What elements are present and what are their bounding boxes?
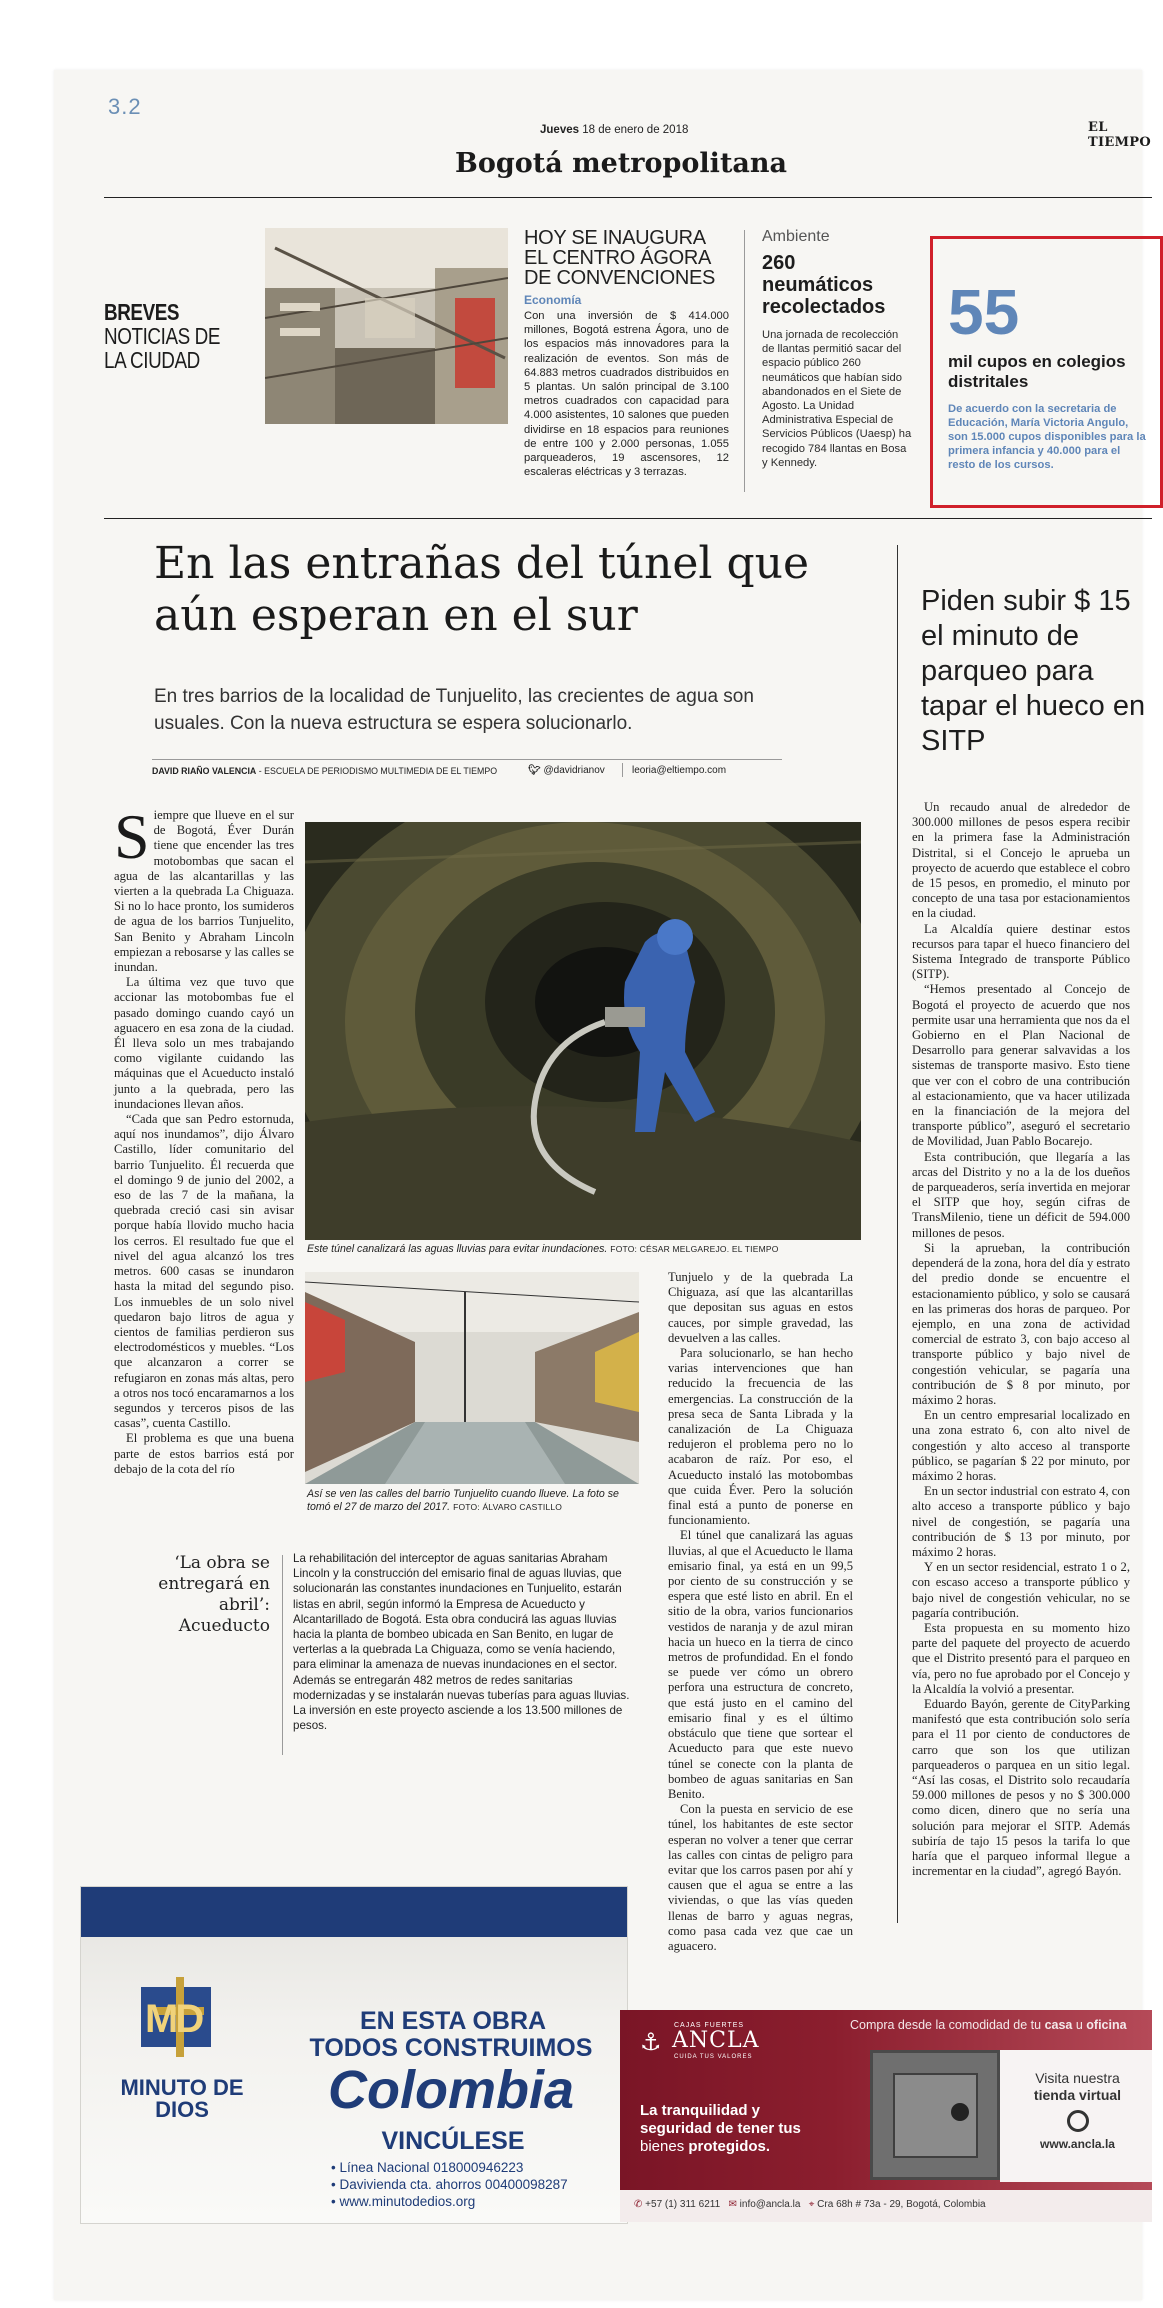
side-paragraph: Si la aprueban, la contribución dependerá de la zona, hora del día y estrato del predio donde se encuentre el estacionamiento público, y solo se causará en las primeras dos horas de parqueo. Por ejemplo, en una zona de actividad comercial de estrato 3, con bajo acceso al transporte público y bajo nivel de congestión vehicular, se pagaría una contribución de $ 8 por minuto, por máximo 2 horas. xyxy=(912,1240,1130,1407)
ambiente-headline: 260 neumáticos recolectados xyxy=(762,252,886,318)
ancla-visit xyxy=(1010,2070,1145,2153)
ambiente-tag: Ambiente xyxy=(762,228,830,245)
masthead: EL TIEMPO xyxy=(1088,120,1151,150)
tunnel-photo-image xyxy=(305,822,861,1240)
byline-affiliation: - ESCUELA DE PERIODISMO MULTIMEDIA DE EL TIEMPO xyxy=(256,766,498,776)
md-logo-letters: MD xyxy=(145,1997,202,2041)
side-paragraph: Y en un sector residencial, estrato 1 o 2, con escaso acceso a transporte público y bajo nivel de congestión vehicular, no se pagaría contribución. xyxy=(912,1560,1130,1620)
ancla-brand: ANCLA xyxy=(672,2028,760,2053)
location-icon: ⌖ xyxy=(808,2199,815,2210)
page-date xyxy=(540,124,688,136)
ancla-web[interactable]: www.ancla.la xyxy=(1040,2137,1115,2151)
cupos-headline: mil cupos en colegios distritales xyxy=(948,352,1126,391)
street-photo xyxy=(305,1272,639,1484)
ad-left-line1: EN ESTA OBRA xyxy=(359,2007,547,2035)
ancla-tag-line3: bienes protegidos. xyxy=(640,2138,771,2155)
col3-paragraph: Para solucionarlo, se han hecho varias intervenciones que han reducido la frecuencia de las emergencias. La construcción de la presa seca de Santa Librada y la canalización de La Chiguaza redujeron el problema pero no lo acabaron de raíz. Por eso, el Acueducto instaló las motobombas que cuida Éver. Pero la solución final está a punto de ponerse en funcionamiento. xyxy=(668,1346,853,1528)
cupos-text: De acuerdo con la secretaria de Educación, María Victoria Angulo, son 15.000 cupos disponibles para la primera infancia y 40.000 para el resto de los cursos. xyxy=(948,403,1146,471)
ancla-headline-pre: Compra desde la comodidad de tu xyxy=(850,2018,1045,2032)
tunnel-photo xyxy=(305,822,861,1240)
ad-left-bullets xyxy=(331,2159,568,2210)
side-paragraph: En un centro empresarial localizado en una zona estrato 6, con alto nivel de congestión y alto acceso al transporte público, se pagarían $ 22 por minuto, por máximo 2 horas. xyxy=(912,1408,1130,1483)
date-weekday: Jueves xyxy=(540,124,580,136)
col1-paragraph: El problema es que una buena parte de estos barrios está por debajo de la cota del río xyxy=(114,1431,294,1476)
side-paragraph: La Alcaldía quiere destinar estos recursos para tapar el hueco financiero del Sistema Integrado de transporte Público (SITP). xyxy=(912,921,1130,982)
md-logo xyxy=(131,1977,231,2057)
safe-image xyxy=(870,2050,1000,2180)
side-story-rule xyxy=(897,545,898,1923)
page-number: 3.2 xyxy=(108,94,142,119)
ad-left-bullet[interactable]: • www.minutodedios.org xyxy=(331,2194,476,2209)
byline-rule xyxy=(152,759,782,760)
side-paragraph: Eduardo Bayón, gerente de CityParking manifestó que esta contribución solo sería para el 11 por ciento de conductores de carro que son los que utilizan parqueaderos o parquea en un sitio legal. “Así las cosas, el Distrito solo recaudaría 59.000 millones de pesos y no $ 300.000 como dicen, dinero que no sería una solución para mejorar el SITP. Además subiría de tajo 15 pesos la tarifa lo que haría que el parqueo informal llegue a incrementar en la ciudad”, agregó Bayón. xyxy=(912,1696,1130,1879)
ad-minuto-de-dios[interactable] xyxy=(80,1886,628,2224)
street-caption-text: Así se ven las calles del barrio Tunjuelito cuando llueve. La foto se tomó el 27 de marzo del 2017. xyxy=(307,1488,619,1513)
agora-photo-image xyxy=(265,228,508,424)
ad-left-bullet: • Davivienda cta. ahorros 00400098287 xyxy=(331,2177,568,2192)
col3-paragraph: Con la puesta en servicio de ese túnel, los habitantes de este sector esperan no volver a tener que cerrar las calles con cintas de peligro para evitar que los carros pasen por ahí y causen que el agua se entre a las viviendas, o que las vías queden llenas de barro y aguas negras, como pasa cada vez que cae un aguacero. xyxy=(668,1802,853,1953)
briefs-bottom-rule xyxy=(104,518,1152,519)
street-photo-image xyxy=(305,1272,639,1484)
agora-photo xyxy=(265,228,508,424)
cupos-brief xyxy=(948,276,1148,472)
section-title: Bogotá metropolitana xyxy=(455,148,788,179)
ancla-brand-top: CAJAS FUERTES xyxy=(674,2022,745,2029)
twitter-handle[interactable]: @davidrianov xyxy=(543,765,605,776)
ad-left-cta[interactable]: VINCÚLESE xyxy=(381,2127,525,2155)
briefs-label-bold: BREVES xyxy=(104,299,180,325)
agora-headline: HOY SE INAUGURA EL CENTRO ÁGORA DE CONVENCIONES xyxy=(524,227,716,289)
dropcap: S xyxy=(114,801,150,872)
tunnel-caption-text: Este túnel canalizará las aguas lluvias para evitar inundaciones. xyxy=(307,1243,608,1255)
ancla-headline-b2: oficina xyxy=(1086,2018,1127,2032)
briefs-label-light: NOTICIAS DE LA CIUDAD xyxy=(104,323,221,373)
side-paragraph: Esta propuesta en su momento hizo parte del paquete del proyecto de acuerdo que el Distrito presentó para el parqueo en vía, pero no fue aprobado por el Concejo y la Alcaldía la volvió a presentar. xyxy=(912,1620,1130,1696)
phone-icon: ✆ xyxy=(634,2199,643,2210)
col1-paragraph: La última vez que tuvo que accionar las motobombas fue el pasado domingo cuando cayó un aguacero en esa zona de la ciudad. Él lleva solo un mes trabajando como vigilante cuidando las máquinas que el Acueducto instaló junto a la quebrada, pero las inundaciones llevan años. xyxy=(114,975,294,1111)
briefs-top-rule xyxy=(104,197,1152,198)
acueducto-box-text: La rehabilitación del interceptor de aguas sanitarias Abraham Lincoln y la construcción del emisario final de aguas lluvias, que solucionarán las constantes inundaciones en Tunjuelito, estarán listas en abril, según informó la Empresa de Acueducto y Alcantarillado de Bogotá. Esta obra conducirá las aguas lluvias hacia la planta de bombeo ubicada en San Benito, en lugar de verterlas a la quebrada La Chiguaza, como se venía haciendo, para eliminar la amenaza de nuevas inundaciones en el sector. Además se entregarán 482 metros de redes sanitarias modernizadas y se instalarán nuevas tuberías para aguas lluvias. La inversión en este proyecto asciende a los 13.500 millones de pesos. xyxy=(293,1552,630,1733)
col1-paragraph: “Cada que san Pedro estornuda, aquí nos inundamos”, dijo Álvaro Castillo, líder comunitario del barrio Tunjuelito. Él recuerda que el domingo 9 de junio del 2002, a eso de las 7 de la mañana, la quebrada creció casi sin avisar porque había llovido mucho hacia los cerros. El resultado fue que el nivel del agua alcanzó los tres metros. 600 casas se inundaron hasta la mitad del segundo piso. Los inmuebles de un solo nivel quedaron bajo litros de agua y cientos de familias perdieron sus electrodomésticos y muebles. “Los que alcanzaron a correr se refugiaron en zonas más altas, pero a otros nos tocó encaramarnos a los segundos y terceros pisos de las casas”, cuenta Castillo. xyxy=(114,1112,294,1431)
ancla-tag-line2: seguridad de tener tus xyxy=(640,2120,801,2137)
ancla-headline-b1: casa xyxy=(1044,2018,1073,2032)
ancla-mail[interactable]: info@ancla.la xyxy=(739,2199,801,2210)
ancla-visit-line2: tienda virtual xyxy=(1033,2087,1122,2103)
cupos-number: 55 xyxy=(948,276,1020,348)
mail-icon: ✉ xyxy=(728,2199,737,2210)
byline-twitter xyxy=(528,765,605,776)
ancla-phone[interactable]: +57 (1) 311 6211 xyxy=(645,2199,721,2210)
byline-divider xyxy=(622,763,623,777)
ad-top-band xyxy=(81,1887,628,1937)
main-story-col1 xyxy=(114,801,294,1477)
tunnel-caption-credit: FOTO: CÉSAR MELGAREJO. EL TIEMPO xyxy=(610,1244,779,1254)
ambiente-text: Una jornada de recolección de llantas permitió sacar del espacio público 260 neumáticos que habían sido abandonados en el Siete de Agosto. La Unidad Administrativa Especial de Servicios Públicos (Uaesp) ha recogido 784 llantas en Bosa y Kennedy. xyxy=(762,329,912,469)
side-paragraph: Esta contribución, que llegaría a las arcas del Distrito y no a la de los dueños de parqueaderos, sería invertida en mejorar el SITP que hoy, según cifras de TransMilenio, tiene un déficit de 594.000 millones de pesos. xyxy=(912,1149,1130,1240)
ancla-headline-mid: u xyxy=(1072,2018,1087,2032)
agora-brief xyxy=(524,228,729,479)
main-story-dek: En tres barrios de la localidad de Tunjuelito, las crecientes de agua son usuales. Con la nueva estructura se espera solucionarlo. xyxy=(154,686,754,734)
ad-left-bullet: • Línea Nacional 018000946223 xyxy=(331,2160,524,2175)
agora-text: Con una inversión de $ 414.000 millones, Bogotá estrena Ágora, uno de los espacios más innovadores para la realización de eventos. Son más de 64.883 metros cuadrados distribuidos en 5 plantas. Un salón principal de 3.100 metros cuadrados con capacidad para 4.000 asistentes, 10 salones que pueden dividirse en 18 espacios para reuniones de entre 100 y 2.000 personas, 1.055 parqueaderos, 19 ascensores, 12 escaleras eléctricas y 3 terrazas. xyxy=(524,310,729,479)
ad-left-big: Colombia xyxy=(327,2060,574,2120)
side-story-body xyxy=(912,800,1130,1879)
side-paragraph: “Hemos presentado al Concejo de Bogotá el proyecto de acuerdo que nos permite usar una herramienta que nos da el Gobierno en el Plan Nacional de Desarrollo para generar salvavidas a los sistemas de transporte masivo. Esto tiene que ver con el cobro de una contribución al estacionamiento, que va hacer utilizada en la financiación de la mejora del transporte público”, aseguró el secretario de Movilidad, Juan Pablo Bocarejo. xyxy=(912,982,1130,1149)
ancla-tagline xyxy=(640,2102,801,2156)
ancla-headline xyxy=(850,2018,1127,2032)
pull-quote: ‘La obra se entregará en abril’: Acueducto xyxy=(158,1553,270,1636)
side-paragraph: En un sector industrial con estrato 4, con alto acceso a transporte público y bajo nivel de congestión, se pagaría una contribución de $ 13 por minuto, por máximo 2 horas. xyxy=(912,1484,1130,1559)
main-story-title: En las entrañas del túnel que aún esperan en el sur xyxy=(154,538,810,641)
col1-paragraph: iempre que llueve en el sur de Bogotá, Éver Durán tiene que encender las tres motobombas que sacan el agua de las alcantarillas y las vierten a la quebrada La Chiguaza. Si no lo hace pronto, los sumideros de agua de los barrios Tunjuelito, San Benito y Abraham Lincoln empiezan a rebosarse y las calles se inundan. xyxy=(114,808,294,975)
street-photo-caption xyxy=(307,1488,641,1514)
twitter-icon: 🐦︎ xyxy=(528,765,541,776)
col3-paragraph: El túnel que canalizará las aguas lluvias, al que el Acueducto le llama emisario final, ya está en un 99,5 por ciento de su construcción y se espera que esté listo en abril. En el sitio de la obra, varios funcionarios vestidos de naranja y de azul miran hacia un hueco en la tierra de cinco metros de profundidad. En el fondo se puede ver cómo un obrero perfora una estructura de concreto, que está justo en el camino del emisario final y es el último obstáculo que tiene que sortear el Acueducto para que este nuevo túnel se conecte con la planta de bombeo de aguas sanitarias en San Benito. xyxy=(668,1528,853,1801)
main-story-col3 xyxy=(668,1270,853,1954)
ad-left-line2: TODOS CONSTRUIMOS xyxy=(309,2034,593,2062)
anchor-icon: ⚓ xyxy=(640,2028,662,2056)
ancla-visit-line1: Visita nuestra xyxy=(1035,2070,1120,2086)
briefs-divider-1 xyxy=(744,230,745,492)
col3-paragraph: Tunjuelo y de la quebrada La Chiguaza, así que las alcantarillas que depositan sus aguas en estos cauces, por simple gravedad, las devuelven a las calles. xyxy=(668,1270,853,1345)
box-left-rule xyxy=(282,1555,283,1755)
ancla-footer xyxy=(620,2190,1152,2222)
byline-email[interactable]: leoria@eltiempo.com xyxy=(632,765,727,776)
ancla-tag-line1: La tranquilidad y xyxy=(640,2102,761,2119)
byline xyxy=(152,766,497,776)
ad-ancla[interactable] xyxy=(620,2010,1152,2222)
briefs-label xyxy=(104,300,234,372)
byline-author: DAVID RIAÑO VALENCIA xyxy=(152,766,257,776)
side-story-title: Piden subir $ 15 el minuto de parqueo para tapar el hueco en SITP xyxy=(921,585,1146,757)
search-icon xyxy=(1067,2110,1089,2132)
md-logo-name: MINUTO DE DIOS xyxy=(120,2075,244,2122)
ambiente-brief xyxy=(762,228,912,470)
date-rest: 18 de enero de 2018 xyxy=(582,124,689,136)
street-caption-credit: FOTO: ÁLVARO CASTILLO xyxy=(453,1502,563,1512)
ancla-brand-sub: CUIDA TUS VALORES xyxy=(674,2054,753,2060)
ancla-address: Cra 68h # 73a - 29, Bogotá, Colombia xyxy=(817,2199,986,2210)
side-paragraph: Un recaudo anual de alrededor de 300.000 millones de pesos espera recibir en la primera fase la Administración Distrital, si el Concejo le aprueba un proyecto de acuerdo que establece el cobro de 15 pesos, en promedio, el minuto por concepto de una tasa por estacionamientos en la ciudad. xyxy=(912,800,1130,921)
tunnel-photo-caption xyxy=(307,1243,863,1256)
agora-tag: Economía xyxy=(524,293,582,307)
